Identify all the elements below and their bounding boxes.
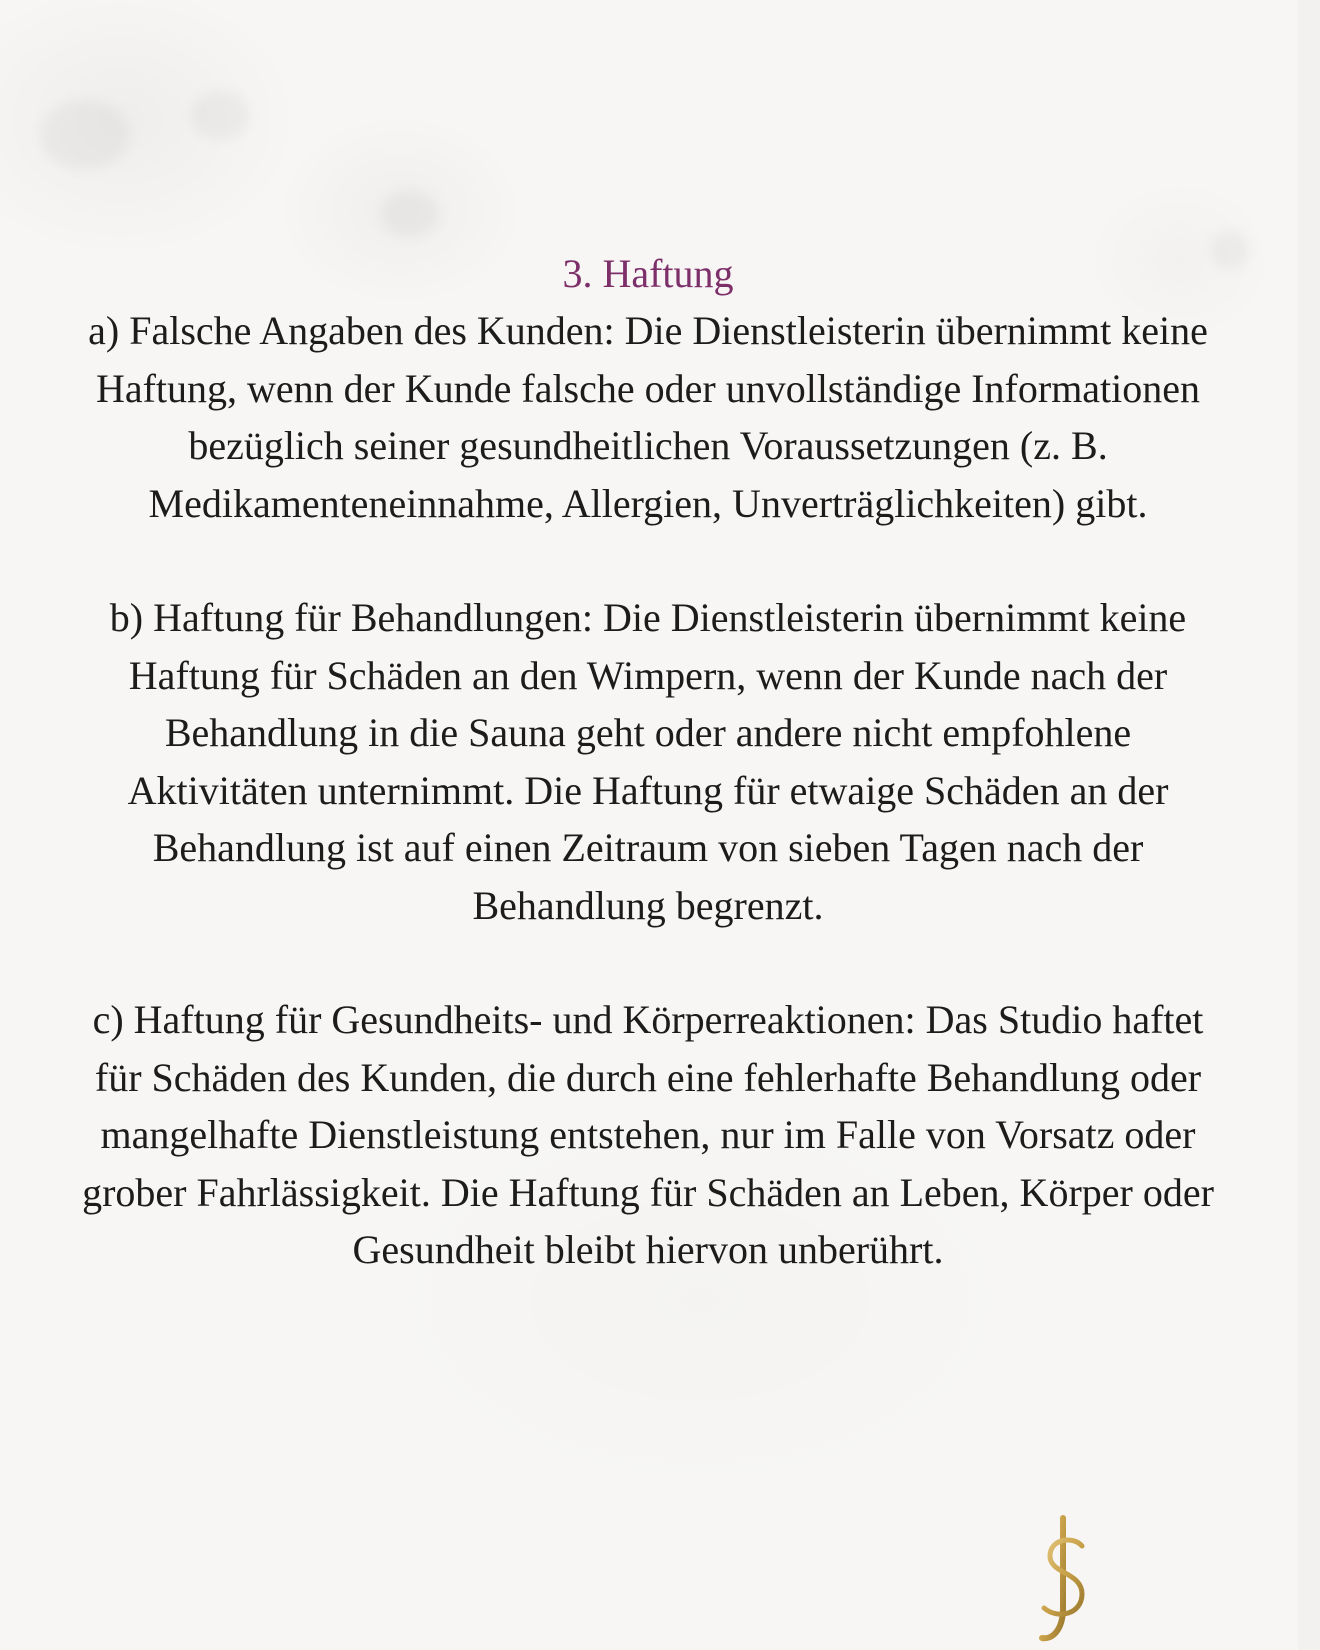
paragraph-line: grober Fahrlässigkeit. Die Haftung für Schäden an Leben, Körper oder: [82, 1169, 1214, 1215]
document-body: [0, 246, 1296, 1279]
paragraph-line: mangelhafte Dienstleistung entstehen, nur im Falle von Vorsatz oder: [100, 1112, 1196, 1157]
paragraph-line: Behandlung begrenzt.: [472, 882, 824, 928]
paragraph-line: für Schäden des Kunden, die durch eine fehlerhafte Behandlung oder: [94, 1054, 1202, 1100]
js-monogram-logo-icon: [1032, 1512, 1092, 1650]
paragraph-line: Haftung, wenn der Kunde falsche oder unvollständige Informationen: [95, 365, 1201, 411]
ink-splash-decoration: [190, 90, 250, 140]
paragraph-health-reactions: [0, 991, 1296, 1279]
section-heading: 3. Haftung: [562, 251, 734, 296]
paragraph-line: Medikamenteneinnahme, Allergien, Unverträglichkeiten) gibt.: [148, 480, 1148, 526]
paragraph-treatment-liability: [0, 589, 1296, 934]
paragraph-line: bezüglich seiner gesundheitlichen Voraussetzungen (z. B.: [188, 423, 1108, 468]
paragraph-line: b) Haftung für Behandlungen: Die Dienstleisterin übernimmt keine: [109, 595, 1187, 640]
paragraph-line: a) Falsche Angaben des Kunden: Die Dienstleisterin übernimmt keine: [88, 308, 1208, 353]
paragraph-line: Behandlung in die Sauna geht oder andere nicht empfohlene: [164, 710, 1132, 755]
ink-splash-decoration: [380, 190, 440, 238]
paragraph-line: Behandlung ist auf einen Zeitraum von sieben Tagen nach der: [152, 825, 1144, 870]
page-edge: [1298, 0, 1320, 1650]
paragraph-line: Aktivitäten unternimmt. Die Haftung für etwaige Schäden an der: [127, 767, 1169, 813]
paragraph-line: Haftung für Schäden an den Wimpern, wenn der Kunde nach der: [128, 652, 1168, 698]
ink-splash-decoration: [40, 100, 130, 170]
paragraph-false-information: [0, 302, 1296, 532]
paragraph-line: c) Haftung für Gesundheits- und Körperreaktionen: Das Studio haftet: [92, 997, 1204, 1042]
paragraph-line: Gesundheit bleibt hiervon unberührt.: [352, 1227, 944, 1272]
